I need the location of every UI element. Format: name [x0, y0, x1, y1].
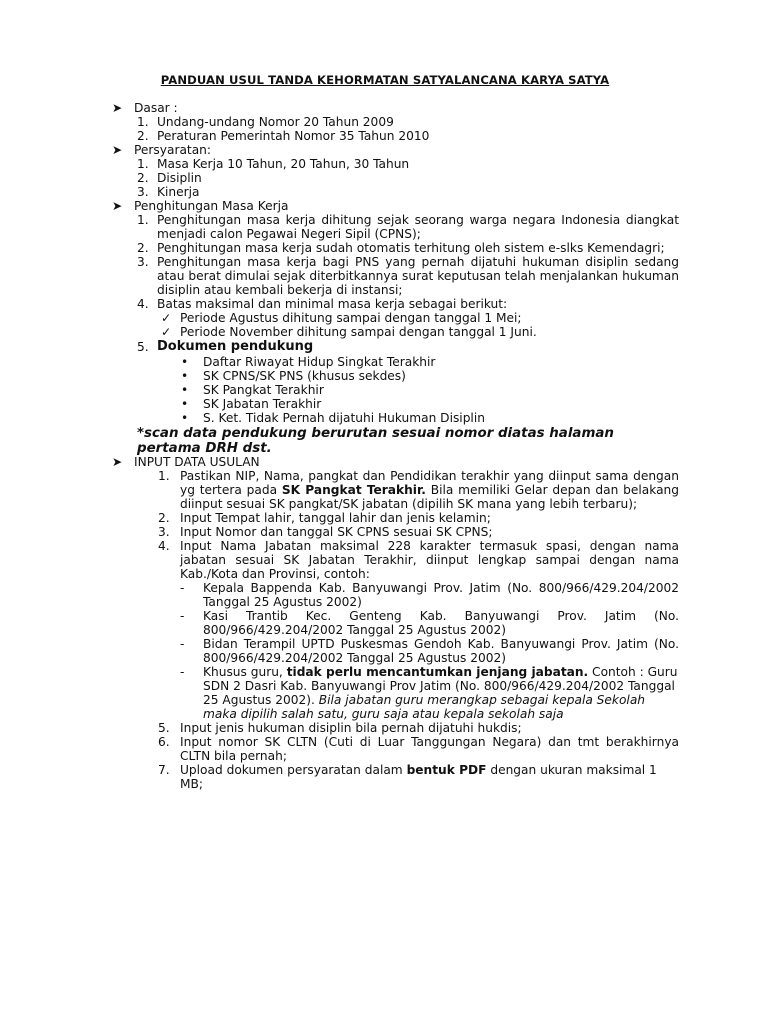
- dash-bullet-icon: -: [180, 665, 185, 679]
- input-item-7: Upload dokumen persyaratan dalam bentuk PDF dengan ukuran maksimal 1 MB;: [180, 763, 657, 791]
- list-item: Penghitungan masa kerja bagi PNS yang pernah dijatuhi hukuman disiplin sedang atau berat dimulai sejak diterbitkannya surat keputusan telah menjalankan hukuman disiplin atau kembali bekerja di instansi;: [157, 255, 679, 297]
- dokumen-item: SK Pangkat Terakhir: [203, 383, 324, 397]
- dokumen-heading: Dokumen pendukung: [157, 339, 314, 354]
- arrow-bullet-icon: ➤: [112, 101, 123, 115]
- arrow-bullet-icon: ➤: [112, 143, 123, 157]
- example-item: Kasi Trantib Kec. Genteng Kab. Banyuwangi Prov. Jatim (No. 800/966/429.204/2002 Tanggal 25 Agustus 2002): [203, 609, 679, 637]
- list-number: 1.: [137, 115, 149, 129]
- list-number: 2.: [137, 171, 149, 185]
- list-number: 2.: [137, 129, 149, 143]
- input-item-4: Input Nama Jabatan maksimal 228 karakter termasuk spasi, dengan nama jabatan sesuai SK Jabatan Terakhir, diinput lengkap sampai dengan nama Kab./Kota dan Provinsi, contoh:: [180, 539, 679, 581]
- list-number: 3.: [137, 255, 149, 269]
- list-number: 1.: [158, 469, 170, 483]
- list-item: Penghitungan masa kerja sudah otomatis terhitung oleh sistem e-slks Kemendagri;: [157, 241, 665, 255]
- input-item-3: Input Nomor dan tanggal SK CPNS sesuai SK CPNS;: [180, 525, 493, 539]
- list-item: Kinerja: [157, 185, 200, 199]
- arrow-bullet-icon: ➤: [112, 455, 123, 469]
- dot-bullet-icon: •: [181, 369, 189, 383]
- dash-bullet-icon: -: [180, 581, 185, 595]
- dokumen-item: Daftar Riwayat Hidup Singkat Terakhir: [203, 355, 436, 369]
- dash-bullet-icon: -: [180, 637, 185, 651]
- list-number: 2.: [137, 241, 149, 255]
- dot-bullet-icon: •: [181, 383, 189, 397]
- list-number: 3.: [137, 185, 149, 199]
- period-item: Periode Agustus dihitung sampai dengan tanggal 1 Mei;: [180, 311, 522, 325]
- section-input-heading: ➤ INPUT DATA USULAN: [112, 455, 260, 469]
- dokumen-item: S. Ket. Tidak Pernah dijatuhi Hukuman Disiplin: [203, 411, 485, 425]
- example-guru: Khusus guru, tidak perlu mencantumkan jenjang jabatan. Contoh : Guru SDN 2 Dasri Kab. Banyuwangi Prov Jatim (No. 800/966/429.204/2002 Tanggal 25 Agustus 2002). Bila jabatan guru merangkap sebagai kepala Sekolah maka dipilih salah satu, guru saja atau kepala sekolah saja: [203, 665, 678, 721]
- input-item-6: Input nomor SK CLTN (Cuti di Luar Tanggungan Negara) dan tmt berakhirnya CLTN bila pernah;: [180, 735, 679, 763]
- list-item: Undang-undang Nomor 20 Tahun 2009: [157, 115, 394, 129]
- input-item-2: Input Tempat lahir, tanggal lahir dan jenis kelamin;: [180, 511, 491, 525]
- list-number: 3.: [158, 525, 170, 539]
- list-number: 1.: [137, 157, 149, 171]
- document-title: PANDUAN USUL TANDA KEHORMATAN SATYALANCANA KARYA SATYA: [160, 73, 610, 87]
- list-number: 4.: [137, 297, 149, 311]
- list-number: 5.: [158, 721, 170, 735]
- input-item-5: Input jenis hukuman disiplin bila pernah dijatuhi hukdis;: [180, 721, 522, 735]
- dot-bullet-icon: •: [181, 411, 189, 425]
- list-item: Batas maksimal dan minimal masa kerja sebagai berikut:: [157, 297, 508, 311]
- section-penghitungan-heading: ➤ Penghitungan Masa Kerja: [112, 199, 289, 213]
- example-item: Bidan Terampil UPTD Puskesmas Gendoh Kab. Banyuwangi Prov. Jatim (No. 800/966/429.204/2002 Tanggal 25 Agustus 2002): [203, 637, 679, 665]
- dokumen-item: SK Jabatan Terakhir: [203, 397, 322, 411]
- list-number: 1.: [137, 213, 149, 227]
- period-item: Periode November dihitung sampai dengan tanggal 1 Juni.: [180, 325, 537, 339]
- dot-bullet-icon: •: [181, 397, 189, 411]
- dash-bullet-icon: -: [180, 609, 185, 623]
- check-icon: ✓: [161, 325, 172, 339]
- list-item: Masa Kerja 10 Tahun, 20 Tahun, 30 Tahun: [157, 157, 410, 171]
- list-number: 5.: [137, 340, 149, 354]
- list-number: 4.: [158, 539, 170, 553]
- list-item: Penghitungan masa kerja dihitung sejak seorang warga negara Indonesia diangkat menjadi calon Pegawai Negeri Sipil (CPNS);: [157, 213, 679, 241]
- section-dasar-heading: ➤ Dasar :: [112, 101, 178, 115]
- scan-note: *scan data pendukung berurutan sesuai nomor diatas halaman pertama DRH dst.: [137, 426, 614, 456]
- list-item: Disiplin: [157, 171, 202, 185]
- list-number: 2.: [158, 511, 170, 525]
- section-persyaratan-heading: ➤ Persyaratan:: [112, 143, 212, 157]
- dot-bullet-icon: •: [181, 355, 189, 369]
- check-icon: ✓: [161, 311, 172, 325]
- input-item-1: Pastikan NIP, Nama, pangkat dan Pendidikan terakhir yang diinput sama dengan yg tertera pada SK Pangkat Terakhir. Bila memiliki Gelar depan dan belakang diinput sesuai SK pangkat/SK jabatan (dipilih SK mana yang lebih terbaru);: [180, 469, 679, 511]
- example-item: Kepala Bappenda Kab. Banyuwangi Prov. Jatim (No. 800/966/429.204/2002 Tanggal 25 Agustus 2002): [203, 581, 679, 609]
- list-number: 6.: [158, 735, 170, 749]
- dokumen-item: SK CPNS/SK PNS (khusus sekdes): [203, 369, 406, 383]
- list-item: Peraturan Pemerintah Nomor 35 Tahun 2010: [157, 129, 430, 143]
- list-number: 7.: [158, 763, 170, 777]
- arrow-bullet-icon: ➤: [112, 199, 123, 213]
